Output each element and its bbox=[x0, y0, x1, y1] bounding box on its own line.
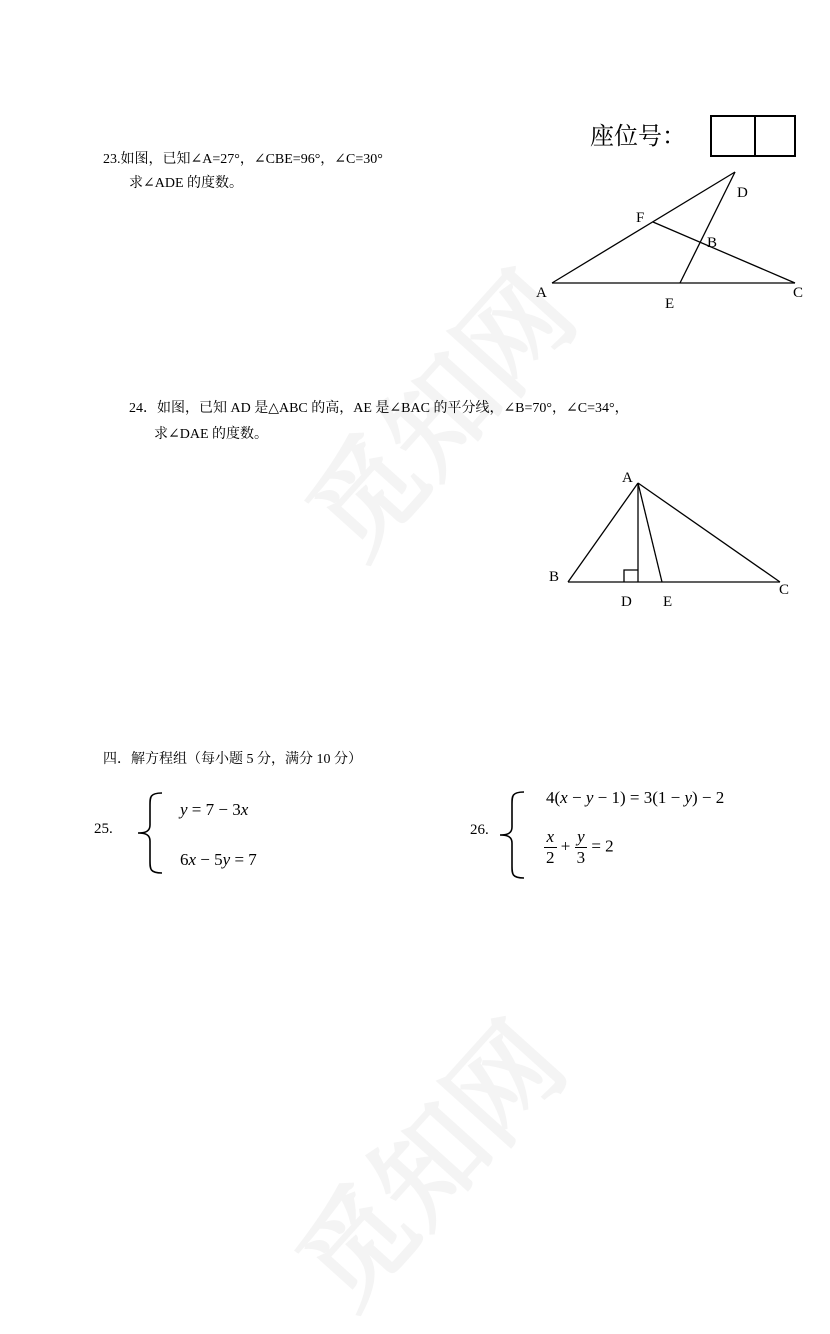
q23-label-A: A bbox=[536, 285, 547, 301]
watermark bbox=[256, 984, 594, 1334]
q26-equation-1: 4(x − y − 1) = 3(1 − y) − 2 bbox=[546, 788, 725, 807]
q24-figure bbox=[540, 465, 810, 615]
q25-equation-2: 6x − 5y = 7 bbox=[180, 850, 257, 869]
q26-fraction-x-over-2: $\frac{x}{2}$ bbox=[546, 827, 555, 867]
q23-text-line2: 求∠ADE 的度数。 bbox=[129, 176, 244, 191]
q26-fraction-y-over-3: $\frac{y}{3}$ bbox=[576, 827, 586, 867]
q24-label-A: A bbox=[622, 470, 633, 486]
seat-box-2[interactable] bbox=[752, 115, 796, 157]
q23-label-F: F bbox=[636, 210, 645, 226]
seat-box-1[interactable] bbox=[710, 115, 756, 157]
q26-number: 26. bbox=[470, 822, 489, 838]
q26-equation-2: $\frac{x}{2}$ + $\frac{y}{3}$ = 2 bbox=[546, 827, 614, 867]
q25-equation-1: y = 7 − 3x bbox=[180, 800, 249, 819]
q24-label-E: E bbox=[663, 594, 673, 610]
q23-label-E: E bbox=[665, 296, 675, 312]
q24-label-D: D bbox=[621, 594, 632, 610]
q25-brace bbox=[132, 791, 172, 875]
q24-text-line2: 求∠DAE 的度数。 bbox=[154, 427, 269, 442]
q23-label-B: B bbox=[707, 235, 718, 251]
q24-label-C: C bbox=[779, 582, 790, 598]
q26-brace bbox=[494, 790, 534, 880]
q23-label-C: C bbox=[793, 285, 804, 301]
section-4-title: 四．解方程组（每小题 5 分，满分 10 分） bbox=[103, 752, 362, 767]
q23-label-D: D bbox=[737, 185, 748, 201]
q25-number: 25. bbox=[94, 821, 113, 837]
q24-text-line1: 24．如图，已知 AD 是△ABC 的高，AE 是∠BAC 的平分线，∠B=70°，∠C=34°， bbox=[129, 401, 629, 416]
seat-label: 座位号： bbox=[590, 124, 686, 150]
q23-text-line1: 23.如图，已知∠A=27°，∠CBE=96°，∠C=30° bbox=[103, 152, 383, 167]
q23-figure bbox=[530, 160, 830, 320]
q24-label-B: B bbox=[549, 569, 560, 585]
